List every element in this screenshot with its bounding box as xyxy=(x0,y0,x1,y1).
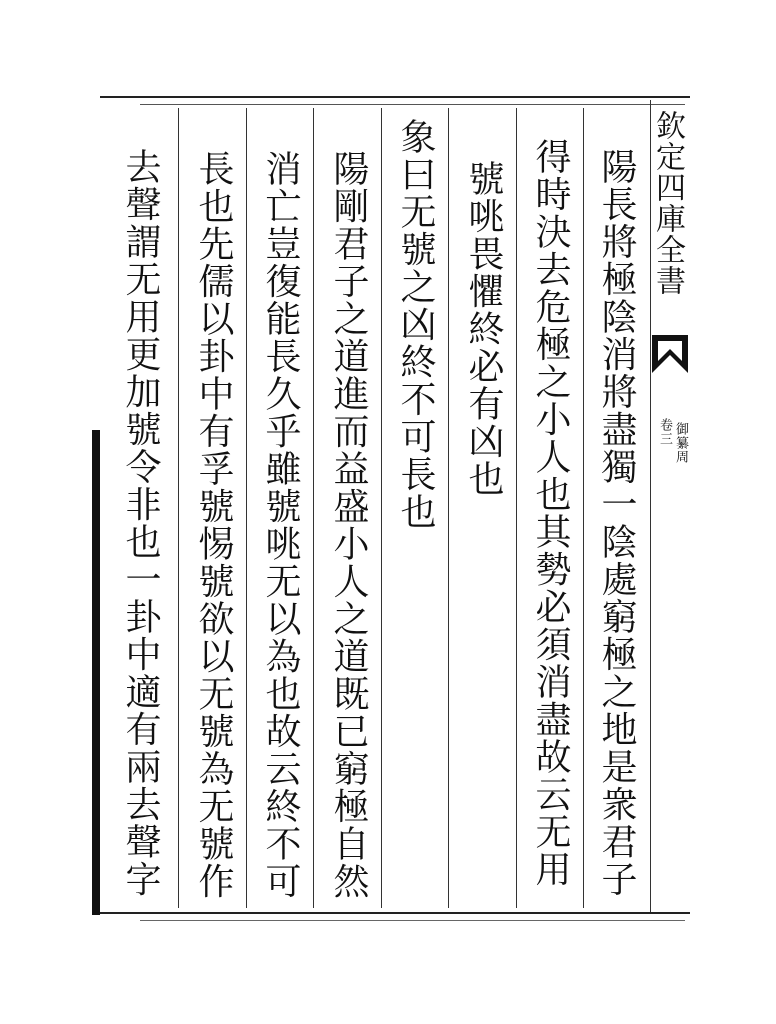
column-rule xyxy=(178,108,179,908)
left-border-bar xyxy=(92,430,100,915)
column-rule xyxy=(583,108,584,908)
margin-juan: 卷三 xyxy=(657,418,672,446)
top-border-rule-inner xyxy=(140,104,685,105)
bottom-border-rule-inner xyxy=(140,920,685,921)
text-column-3: 號咷畏懼終必有凶也 xyxy=(463,160,504,498)
column-rule xyxy=(516,108,517,908)
bottom-border-rule xyxy=(100,912,690,914)
margin-book-title: 御纂周 xyxy=(673,422,688,464)
text-column-2: 得時決去危極之小人也其勢必須消盡故云无用 xyxy=(530,138,571,888)
margin-title: 欽定四庫全書 xyxy=(650,110,685,296)
fish-tail-mark-icon xyxy=(652,335,688,373)
text-column-5: 陽剛君子之道進而益盛小人之道既已窮極自然 xyxy=(328,150,369,900)
text-column-7: 長也先儒以卦中有孚號惕號欲以无號為无號作 xyxy=(193,150,234,900)
column-rule xyxy=(381,108,382,908)
text-column-8: 去聲謂无用更加號令非也一卦中適有兩去聲字 xyxy=(120,148,161,898)
column-rule xyxy=(246,108,247,908)
top-border-rule xyxy=(100,96,690,98)
text-column-4: 象曰无號之凶終不可長也 xyxy=(395,118,436,531)
column-rule xyxy=(448,108,449,908)
text-column-6: 消亡豈復能長久乎雖號咷无以為也故云終不可 xyxy=(260,150,301,900)
column-rule xyxy=(313,108,314,908)
text-column-1: 陽長將極陰消將盡獨一陰處窮極之地是衆君子 xyxy=(596,148,637,898)
